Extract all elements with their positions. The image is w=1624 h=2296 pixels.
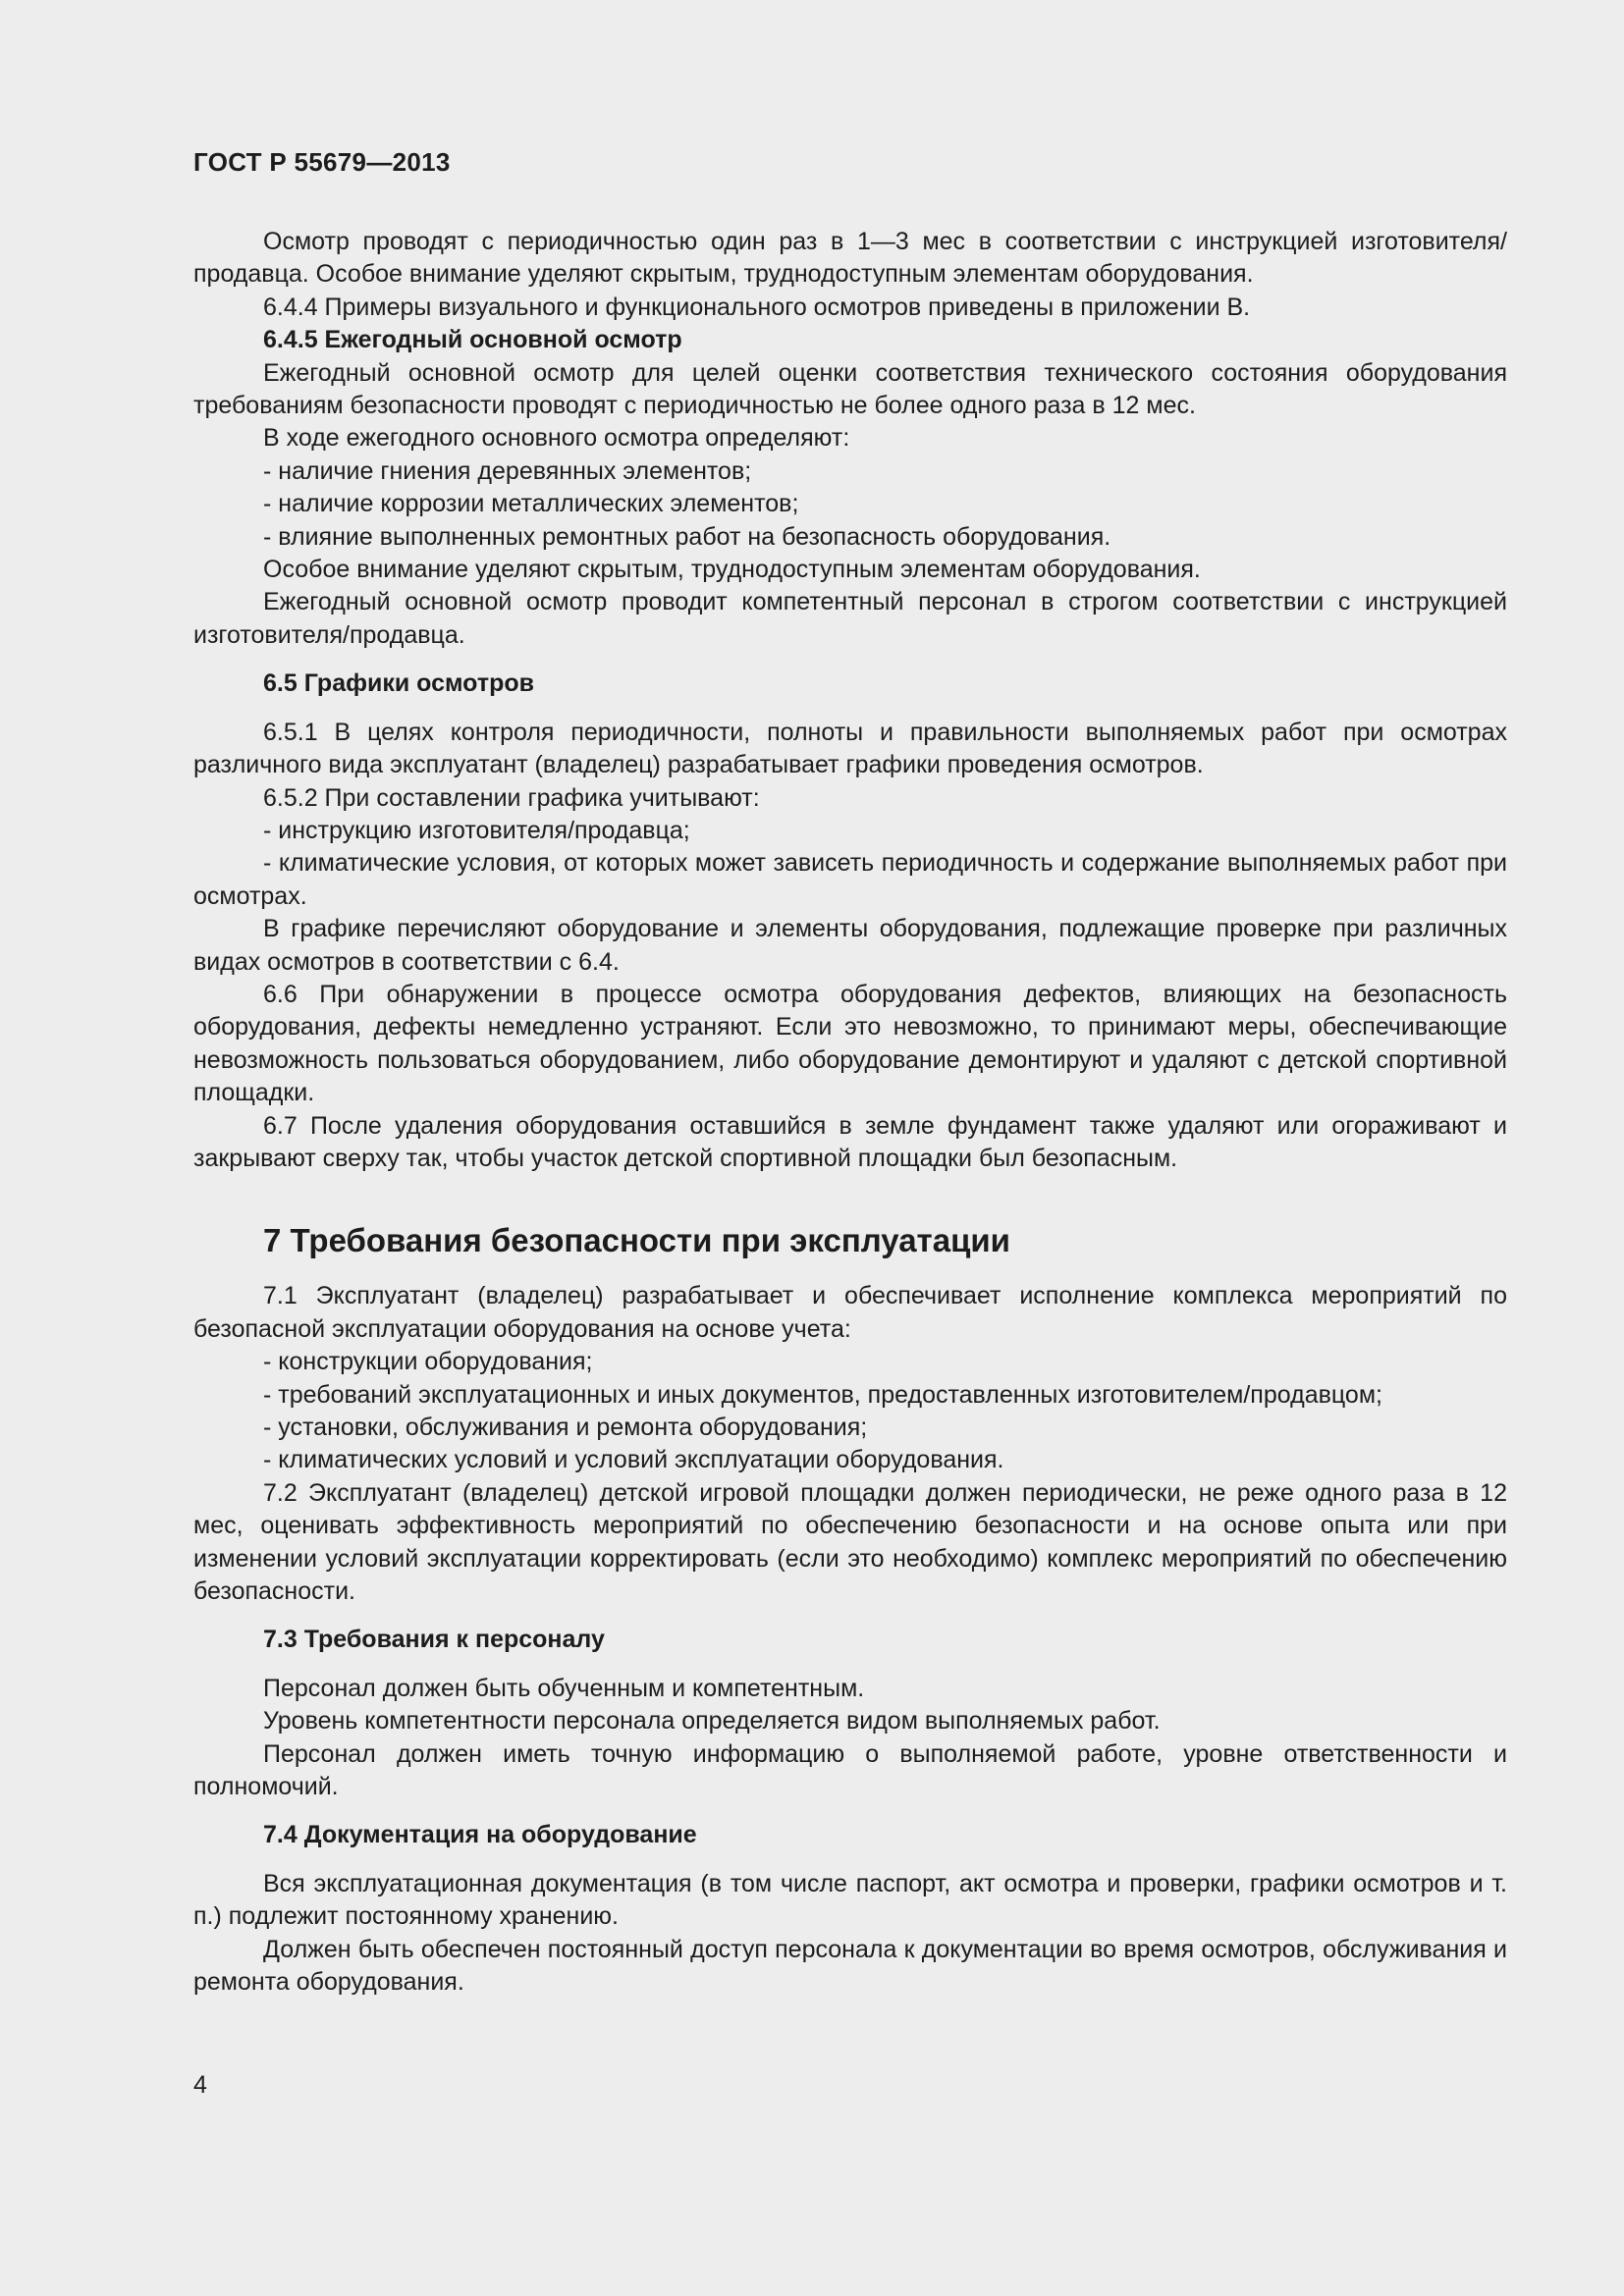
paragraph: Осмотр проводят с периодичностью один раз в 1—3 мес в соответствии с инструкцией изготовителя/продавца. Особое внимание уделяют скрытым, труднодоступным элементам оборудования. bbox=[193, 228, 1507, 289]
paragraph: Должен быть обеспечен постоянный доступ персонала к документации во время осмотров, обслуживания и ремонта оборудования. bbox=[193, 1935, 1507, 1997]
list-item: - климатические условия, от которых может зависеть периодичность и содержание выполняемых работ при осмотрах. bbox=[193, 849, 1507, 910]
paragraph: В графике перечисляют оборудование и элементы оборудования, подлежащие проверке при различных видах осмотров в соответствии с 6.4. bbox=[193, 915, 1507, 976]
list-item: - влияние выполненных ремонтных работ на безопасность оборудования. bbox=[263, 522, 1111, 551]
list-item: - наличие коррозии металлических элементов; bbox=[263, 490, 799, 518]
paragraph: 7.2 Эксплуатант (владелец) детской игровой площадки должен периодически, не реже одного раза в 12 мес, оценивать эффективность мероприятий по обеспечению безопасности и на основе опыта или при изменении условий эксплуатации корректировать (если это необходимо) комплекс мероприятий по обеспечению безопасности. bbox=[193, 1478, 1507, 1606]
list-item: - конструкции оборудования; bbox=[263, 1348, 593, 1376]
paragraph: 6.6 При обнаружении в процессе осмотра оборудования дефектов, влияющих на безопасность оборудования, дефекты немедленно устраняют. Если это невозможно, то принимают меры, обеспечивающие невозможность пользоваться оборудованием, либо оборудование демонтируют и удаляют с детской спортивной площадки. bbox=[193, 980, 1507, 1107]
paragraph: Уровень компетентности персонала определяется видом выполняемых работ. bbox=[263, 1707, 1161, 1735]
list-item: - инструкцию изготовителя/продавца; bbox=[263, 816, 690, 844]
section-heading: 6.5 Графики осмотров bbox=[263, 669, 534, 698]
paragraph: Персонал должен иметь точную информацию о выполняемой работе, уровне ответственности и полномочий. bbox=[193, 1739, 1507, 1801]
paragraph: В ходе ежегодного основного осмотра определяют: bbox=[263, 424, 850, 453]
paragraph: Ежегодный основной осмотр для целей оценки соответствия технического состояния оборудования требованиям безопасности проводят с периодичностью не более одного раза в 12 мес. bbox=[193, 358, 1507, 420]
chapter-heading: 7 Требования безопасности при эксплуатации bbox=[263, 1222, 1010, 1259]
paragraph: Персонал должен быть обученным и компетентным. bbox=[263, 1674, 865, 1702]
subsection-heading: 6.4.5 Ежегодный основной осмотр bbox=[263, 326, 682, 354]
list-item: - наличие гниения деревянных элементов; bbox=[263, 456, 752, 485]
paragraph: 6.5.1 В целях контроля периодичности, полноты и правильности выполняемых работ при осмотрах различного вида эксплуатант (владелец) разрабатывает графики проведения осмотров. bbox=[193, 718, 1507, 779]
paragraph: 6.5.2 При составлении графика учитывают: bbox=[263, 783, 760, 812]
paragraph: Вся эксплуатационная документация (в том числе паспорт, акт осмотра и проверки, графики осмотров и т. п.) подлежит постоянному хранению. bbox=[193, 1869, 1507, 1931]
standard-designation: ГОСТ Р 55679—2013 bbox=[193, 147, 451, 177]
paragraph: Ежегодный основной осмотр проводит компетентный персонал в строгом соответствии с инструкцией изготовителя/продавца. bbox=[193, 588, 1507, 649]
paragraph: 7.1 Эксплуатант (владелец) разрабатывает и обеспечивает исполнение комплекса мероприятий по безопасной эксплуатации оборудования на основе учета: bbox=[193, 1282, 1507, 1343]
page-number: 4 bbox=[193, 2071, 207, 2099]
paragraph: Особое внимание уделяют скрытым, труднодоступным элементам оборудования. bbox=[263, 556, 1201, 584]
paragraph: 6.7 После удаления оборудования оставшийся в земле фундамент также удаляют или огораживают и закрывают сверху так, чтобы участок детской спортивной площадки был безопасным. bbox=[193, 1111, 1507, 1172]
section-heading: 7.3 Требования к персоналу bbox=[263, 1626, 605, 1654]
document-body bbox=[193, 226, 1507, 2000]
paragraph: 6.4.4 Примеры визуального и функционального осмотров приведены в приложении В. bbox=[263, 293, 1251, 321]
section-heading: 7.4 Документация на оборудование bbox=[263, 1821, 697, 1849]
list-item: - климатических условий и условий эксплуатации оборудования. bbox=[263, 1446, 1004, 1474]
list-item: - установки, обслуживания и ремонта оборудования; bbox=[263, 1414, 868, 1441]
list-item: - требований эксплуатационных и иных документов, предоставленных изготовителем/продавцом; bbox=[263, 1380, 1382, 1409]
